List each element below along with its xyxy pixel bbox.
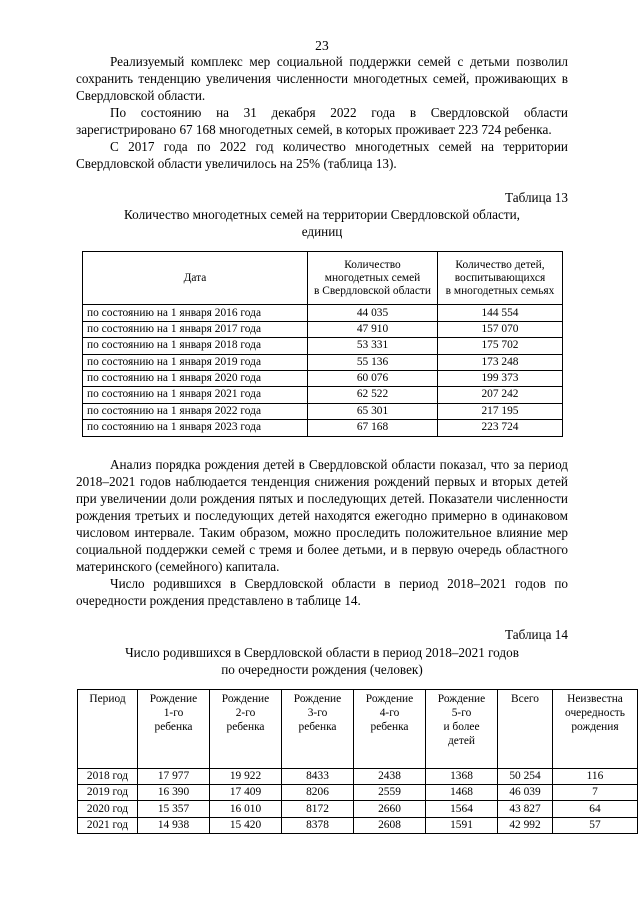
table14-header-first-l3: ребенка xyxy=(154,721,193,734)
table13-cell-children: 199 373 xyxy=(438,371,563,387)
table13-cell-families: 55 136 xyxy=(308,354,438,370)
table13-header-row xyxy=(83,252,563,305)
table14-header-second-child xyxy=(210,689,282,768)
table-row xyxy=(78,801,638,817)
table14-header-third-l2: 3-го xyxy=(307,706,328,719)
table13-cell-date: по состоянию на 1 января 2020 года xyxy=(83,371,308,387)
table-row xyxy=(83,338,563,354)
paragraph-2: По состоянию на 31 декабря 2022 года в Свердловской области зарегистрировано 67 168 многодетных семей, в которых проживает 223 724 ребенка. xyxy=(76,104,568,137)
table13-body xyxy=(83,305,563,436)
table13-header-date xyxy=(83,252,308,305)
table14-header-first-l2: 1-го xyxy=(163,706,184,719)
table14-cell-fourth-child: 2559 xyxy=(354,785,426,801)
paragraph-1: Реализуемый комплекс мер социальной поддержки семей с детьми позволил сохранить тенденцию увеличения численности многодетных семей, проживающих в Свердловской области. xyxy=(76,53,568,103)
table14-header-fourth-l3: ребенка xyxy=(370,721,409,734)
table14-container xyxy=(77,689,625,835)
table14-header-first-child xyxy=(138,689,210,768)
table13-cell-children: 207 242 xyxy=(438,387,563,403)
table13-cell-date: по состоянию на 1 января 2018 года xyxy=(83,338,308,354)
table13-title-line2: единиц xyxy=(301,224,343,240)
table14-cell-unknown: 7 xyxy=(553,785,638,801)
table14-cell-third-child: 8172 xyxy=(282,801,354,817)
table13-cell-children: 173 248 xyxy=(438,354,563,370)
table14-cell-first-child: 17 977 xyxy=(138,768,210,784)
table14-cell-unknown: 57 xyxy=(553,817,638,833)
table14-cell-fifth-child: 1468 xyxy=(426,785,498,801)
table14-cell-total: 43 827 xyxy=(498,801,553,817)
table13-cell-families: 65 301 xyxy=(308,403,438,419)
table-row xyxy=(83,403,563,419)
table14-header-unknown xyxy=(553,689,638,768)
table14-cell-total: 46 039 xyxy=(498,785,553,801)
table14-header-fifth-l1: Рождение xyxy=(437,692,486,705)
table13-cell-date: по состоянию на 1 января 2021 года xyxy=(83,387,308,403)
table14-header-fourth-child xyxy=(354,689,426,768)
table13-header-date-text: Дата xyxy=(183,271,207,284)
table13-container xyxy=(82,251,562,436)
table13-label: Таблица 13 xyxy=(505,190,568,206)
spacer xyxy=(76,437,568,456)
table14-cell-fourth-child: 2438 xyxy=(354,768,426,784)
table14-cell-second-child: 19 922 xyxy=(210,768,282,784)
table14-cell-first-child: 14 938 xyxy=(138,817,210,833)
table13-cell-children: 157 070 xyxy=(438,321,563,337)
table13-header-families-l1: Количество xyxy=(344,258,401,271)
table13-title-line1: Количество многодетных семей на территории Свердловской области, xyxy=(124,207,520,223)
spacer xyxy=(76,240,568,251)
table-row xyxy=(83,305,563,321)
table14-cell-second-child: 15 420 xyxy=(210,817,282,833)
table13-cell-families: 47 910 xyxy=(308,321,438,337)
spacer xyxy=(76,609,568,626)
table14-body xyxy=(78,768,638,834)
paragraph-4: Анализ порядка рождения детей в Свердловской области показал, что за период 2018–2021 годов наблюдается тенденция снижения рождений первых и вторых детей при увеличении доли рождения пятых и последующих детей. Показатели численности рождения третьих и последующих детей находятся ежегодно примерно в одинаковом числовом интервале. Таким образом, можно проследить положительное влияние мер социальной поддержки семей с тремя и более детьми, и в первую очередь областного материнского (семейного) капитала. xyxy=(76,456,568,575)
table13 xyxy=(82,251,563,436)
table14-header-first-l1: Рождение xyxy=(149,692,198,705)
table13-header-families-l3: в Свердловской области xyxy=(314,285,431,298)
table14-header-unknown-l3: рождения xyxy=(571,721,619,734)
table14-header-total xyxy=(498,689,553,768)
table13-cell-families: 62 522 xyxy=(308,387,438,403)
table13-cell-families: 60 076 xyxy=(308,371,438,387)
table-row xyxy=(78,785,638,801)
table14-header-third-child xyxy=(282,689,354,768)
table13-header-children-l1: Количество детей, xyxy=(455,258,545,271)
table14 xyxy=(77,689,638,835)
table13-cell-date: по состоянию на 1 января 2016 года xyxy=(83,305,308,321)
table-row xyxy=(83,387,563,403)
table14-header-second-l1: Рождение xyxy=(221,692,270,705)
spacer xyxy=(76,172,568,189)
table14-header-fourth-l2: 4-го xyxy=(379,706,400,719)
table14-cell-period: 2021 год xyxy=(78,817,138,833)
table14-cell-second-child: 16 010 xyxy=(210,801,282,817)
table13-cell-families: 53 331 xyxy=(308,338,438,354)
paragraph-3: С 2017 года по 2022 год количество многодетных семей на территории Свердловской области увеличилось на 25% (таблица 13). xyxy=(76,138,568,172)
table14-cell-first-child: 15 357 xyxy=(138,801,210,817)
table13-header-children xyxy=(438,252,563,305)
table13-cell-children: 217 195 xyxy=(438,403,563,419)
paragraph-5: Число родившихся в Свердловской области в период 2018–2021 годов по очередности рождения представлено в таблице 14. xyxy=(76,576,568,609)
table14-cell-period: 2020 год xyxy=(78,801,138,817)
table14-header-total-text: Всего xyxy=(511,692,539,705)
table14-cell-period: 2018 год xyxy=(78,768,138,784)
table14-cell-third-child: 8433 xyxy=(282,768,354,784)
table13-cell-children: 144 554 xyxy=(438,305,563,321)
table14-title-line2: по очередности рождения (человек) xyxy=(221,661,423,677)
table13-cell-children: 175 702 xyxy=(438,338,563,354)
table14-header-row xyxy=(78,689,638,768)
table14-header-period-text: Период xyxy=(89,692,126,705)
table14-cell-total: 42 992 xyxy=(498,817,553,833)
table14-cell-fifth-child: 1368 xyxy=(426,768,498,784)
table14-header-period xyxy=(78,689,138,768)
table14-label: Таблица 14 xyxy=(505,627,568,643)
table14-header-unknown-l1: Неизвестна xyxy=(567,692,623,705)
table14-cell-unknown: 64 xyxy=(553,801,638,817)
table14-header-unknown-l2: очередность xyxy=(565,706,625,719)
table14-cell-fifth-child: 1591 xyxy=(426,817,498,833)
table14-header-third-l1: Рождение xyxy=(293,692,342,705)
table14-cell-total: 50 254 xyxy=(498,768,553,784)
table14-cell-third-child: 8378 xyxy=(282,817,354,833)
table14-cell-fourth-child: 2608 xyxy=(354,817,426,833)
table14-cell-unknown: 116 xyxy=(553,768,638,784)
table-row xyxy=(78,817,638,833)
table13-cell-date: по состоянию на 1 января 2022 года xyxy=(83,403,308,419)
table-row xyxy=(83,321,563,337)
table14-header-fifth-l2: 5-го xyxy=(451,706,472,719)
table13-cell-date: по состоянию на 1 января 2019 года xyxy=(83,354,308,370)
table13-header-families-l2: многодетных семей xyxy=(324,271,421,284)
table14-header-fifth-child xyxy=(426,689,498,768)
table14-header-third-l3: ребенка xyxy=(298,721,337,734)
table14-cell-period: 2019 год xyxy=(78,785,138,801)
table14-header-second-l3: ребенка xyxy=(226,721,265,734)
table13-cell-families: 44 035 xyxy=(308,305,438,321)
table14-cell-first-child: 16 390 xyxy=(138,785,210,801)
table-row xyxy=(83,420,563,436)
table13-cell-families: 67 168 xyxy=(308,420,438,436)
page-number: 23 xyxy=(315,38,329,53)
spacer xyxy=(76,678,568,689)
table14-header-fifth-l3: и более xyxy=(443,721,480,734)
page-content xyxy=(76,0,625,834)
table14-header-second-l2: 2-го xyxy=(235,706,256,719)
table14-cell-second-child: 17 409 xyxy=(210,785,282,801)
table13-header-children-l3: в многодетных семьях xyxy=(445,285,555,298)
table-row xyxy=(83,354,563,370)
table-row xyxy=(83,371,563,387)
table13-cell-date: по состоянию на 1 января 2017 года xyxy=(83,321,308,337)
table14-cell-fifth-child: 1564 xyxy=(426,801,498,817)
table13-header-children-l2: воспитывающихся xyxy=(454,271,546,284)
table13-header-families xyxy=(308,252,438,305)
table13-cell-children: 223 724 xyxy=(438,420,563,436)
table14-cell-fourth-child: 2660 xyxy=(354,801,426,817)
table14-cell-third-child: 8206 xyxy=(282,785,354,801)
table14-header-fourth-l1: Рождение xyxy=(365,692,414,705)
table14-header-fifth-l4: детей xyxy=(448,735,475,748)
table13-cell-date: по состоянию на 1 января 2023 года xyxy=(83,420,308,436)
table14-title-line1: Число родившихся в Свердловской области в период 2018–2021 годов xyxy=(125,644,519,660)
table-row xyxy=(78,768,638,784)
